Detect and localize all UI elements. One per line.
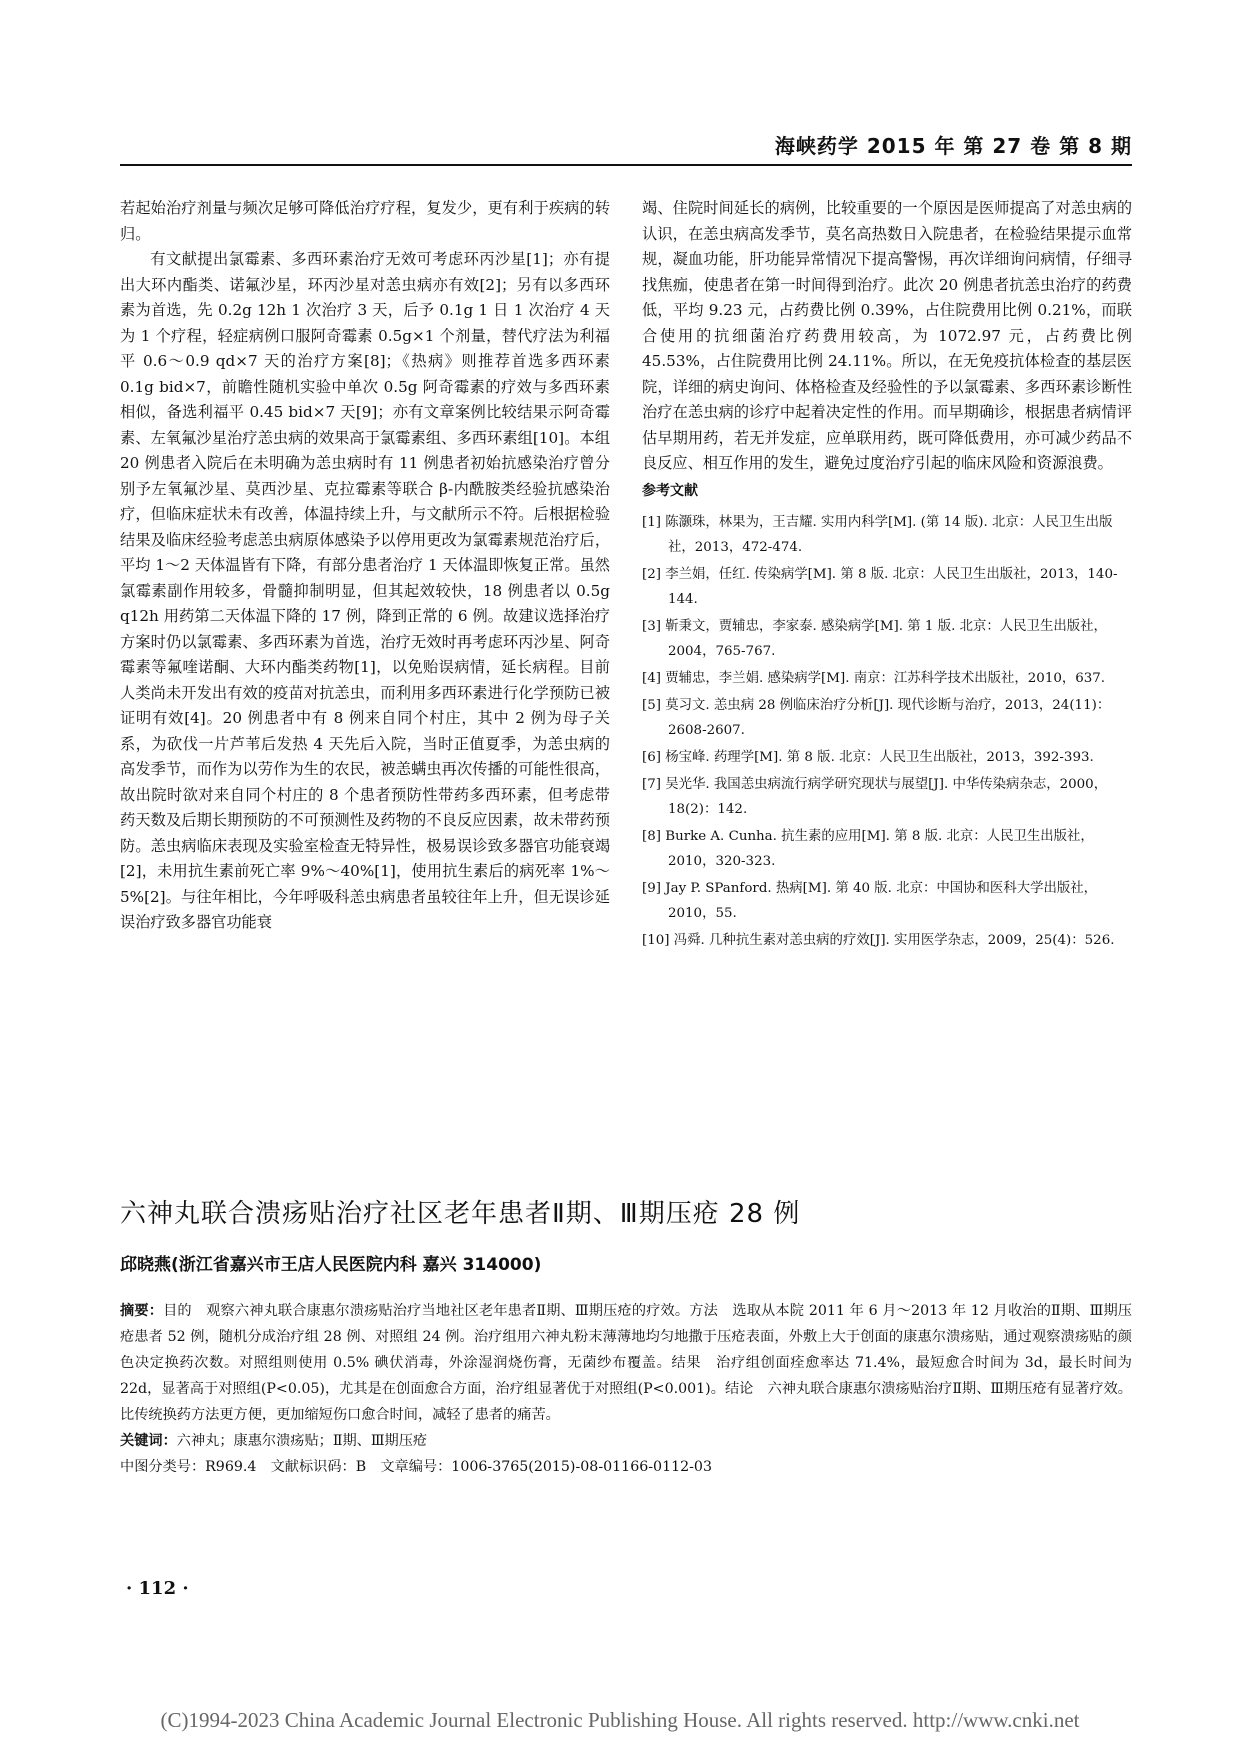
right-column (642, 196, 1132, 955)
reference-item: [5] 莫习文. 恙虫病 28 例临床治疗分析[J]. 现代诊断与治疗，2013，24(11)：2608-2607. (642, 698, 1111, 738)
reference-item: [9] Jay P. SPanford. 热病[M]. 第 40 版. 北京：中国协和医科大学出版社，2010，55. (642, 881, 1098, 921)
reference-item: [7] 吴光华. 我国恙虫病流行病学研究现状与展望[J]. 中华传染病杂志，2000，18(2)：142. (642, 777, 1108, 817)
keywords (120, 1428, 1132, 1454)
references-heading: 参考文献 (642, 482, 698, 499)
copyright-footer: (C)1994-2023 China Academic Journal Electronic Publishing House. All rights reserved. http://www.cnki.net (160, 1708, 1080, 1732)
journal-issue: 海峡药学 2015 年 第 27 卷 第 8 期 (774, 134, 1132, 158)
reference-item: [3] 靳秉文，贾辅忠，李家泰. 感染病学[M]. 第 1 版. 北京：人民卫生出版社，2004，765-767. (642, 619, 1107, 659)
abstract-block (120, 1298, 1132, 1480)
reference-item: [2] 李兰娟，任红. 传染病学[M]. 第 8 版. 北京：人民卫生出版社，2013，140-144. (642, 567, 1118, 607)
reference-list (642, 510, 1132, 953)
running-header (120, 126, 1132, 166)
keywords-label: 关键词： (120, 1433, 177, 1449)
author-affiliation: 邱晓燕(浙江省嘉兴市王店人民医院内科 嘉兴 314000) (120, 1255, 542, 1275)
reference-item: [10] 冯舜. 几种抗生素对恙虫病的疗效[J]. 实用医学杂志，2009，25(4)：526. (642, 933, 1115, 948)
page-number: · 112 · (126, 1578, 189, 1599)
paragraph: 有文献提出氯霉素、多西环素治疗无效可考虑环丙沙星[1]；亦有提出大环内酯类、诺氟沙星，环丙沙星对恙虫病亦有效[2]；另有以多西环素为首选，先 0.2g 12h 1 次治疗 3 天，后予 0.1g 1 日 1 次治疗 4 天为 1 个疗程，轻症病例口服阿奇霉素 0.5g×1 个剂量，替代疗法为利福平 0.6～0.9 qd×7 天的治疗方案[8]；《热病》则推荐首选多西环素 0.1g bid×7，前瞻性随机实验中单次 0.5g 阿奇霉素的疗效与多西环素相似，备选利福平 0.45 bid×7 天[9]；亦有文章案例比较结果示阿奇霉素、左氧氟沙星治疗恙虫病的效果高于氯霉素组、多西环素组[10]。本组 20 例患者入院后在未明确为恙虫病时有 11 例患者初始抗感染治疗曾分别予左氧氟沙星、莫西沙星、克拉霉素等联合 β-内酰胺类经验抗感染治疗，但临床症状未有改善，体温持续上升，与文献所示不符。后根据检验结果及临床经验考虑恙虫病原体感染予以停用更改为氯霉素规范治疗后，平均 1～2 天体温皆有下降，有部分患者治疗 1 天体温即恢复正常。虽然氯霉素副作用较多，骨髓抑制明显，但其起效较快，18 例患者以 0.5g q12h 用药第二天体温下降的 17 例，降到正常的 6 例。故建议选择治疗方案时仍以氯霉素、多西环素为首选，治疗无效时再考虑环丙沙星、阿奇霉素等氟喹诺酮、大环内酯类药物[1]，以免贻误病情，延长病程。目前人类尚未开发出有效的疫苗对抗恙虫，而利用多西环素进行化学预防已被证明有效[4]。20 例患者中有 8 例来自同个村庄，其中 2 例为母子关系，为砍伐一片芦苇后发热 4 天先后入院，当时正值夏季，为恙虫病的高发季节，而作为以劳作为生的农民，被恙螨虫再次传播的可能性很高，故出院时欲对来自同个村庄的 8 个患者预防性带药多西环素，但考虑带药天数及后期长期预防的不可预测性及药物的不良反应因素，故未带药预防。恙虫病临床表现及实验室检查无特异性，极易误诊致多器官功能衰竭[2]，未用抗生素前死亡率 9%～40%[1]，使用抗生素后的病死率 1%～5%[2]。与往年相比，今年呼吸科恙虫病患者虽较往年上升，但无误诊延误治疗致多器官功能衰 (120, 250, 610, 931)
paragraph: 竭、住院时间延长的病例，比较重要的一个原因是医师提高了对恙虫病的认识，在恙虫病高发季节，莫名高热数日入院患者，在检验结果提示血常规，凝血功能，肝功能异常情况下提高警惕，再次详细询问病情，仔细寻找焦痂，使患者在第一时间得到治疗。此次 20 例患者抗恙虫治疗的药费低，平均 9.23 元，占药费比例 0.39%，占住院费用比例 0.21%，而联合使用的抗细菌治疗药费用较高，为 1072.97 元，占药费比例 45.53%，占住院费用比例 24.11%。所以，在无免疫抗体检查的基层医院，详细的病史询问、体格检查及经验性的予以氯霉素、多西环素诊断性治疗在恙虫病的诊疗中起着决定性的作用。而早期确诊，根据患者病情评估早期用药，若无并发症，应单联用药，既可降低费用，亦可减少药品不良反应、相互作用的发生，避免过度治疗引起的临床风险和资源浪费。 (642, 199, 1132, 472)
header-rule (120, 164, 1132, 166)
left-column (120, 196, 610, 936)
paragraph: 若起始治疗剂量与频次足够可降低治疗疗程，复发少，更有利于疾病的转归。 (120, 199, 610, 243)
abstract-label: 摘要： (120, 1303, 164, 1319)
reference-item: [4] 贾辅忠，李兰娟. 感染病学[M]. 南京：江苏科学技术出版社，2010，637. (642, 671, 1106, 686)
reference-item: [8] Burke A. Cunha. 抗生素的应用[M]. 第 8 版. 北京：人民卫生出版社，2010，320-323. (642, 829, 1094, 869)
reference-item: [1] 陈灏珠，林果为，王吉耀. 实用内科学[M]. (第 14 版). 北京：人民卫生出版社，2013，472-474. (642, 515, 1113, 555)
keywords-text: 六神丸；康惠尔溃疡贴；Ⅱ期、Ⅲ期压疮 (176, 1433, 428, 1449)
classification: 中图分类号：R969.4 文献标识码：B 文章编号：1006-3765(2015)-08-01166-0112-03 (120, 1459, 712, 1475)
article-title: 六神丸联合溃疡贴治疗社区老年患者Ⅱ期、Ⅲ期压疮 28 例 (120, 1199, 801, 1229)
abstract (120, 1298, 1132, 1428)
abstract-text: 目的 观察六神丸联合康惠尔溃疡贴治疗当地社区老年患者Ⅱ期、Ⅲ期压疮的疗效。方法 选取从本院 2011 年 6 月～2013 年 12 月收治的Ⅱ期、Ⅲ期压疮患者 52 例，随机分成治疗组 28 例、对照组 24 例。治疗组用六神丸粉末薄薄地均匀地撒于压疮表面，外敷上大于创面的康惠尔溃疡贴，通过观察溃疡贴的颜色决定换药次数。对照组则使用 0.5% 碘伏消毒，外涂湿润烧伤膏，无菌纱布覆盖。结果 治疗组创面痊愈率达 71.4%，最短愈合时间为 3d，最长时间为 22d，显著高于对照组(P<0.05)，尤其是在创面愈合方面，治疗组显著优于对照组(P<0.001)。结论 六神丸联合康惠尔溃疡贴治疗Ⅱ期、Ⅲ期压疮有显著疗效。比传统换药方法更方便，更加缩短伤口愈合时间，减轻了患者的痛苦。 (120, 1303, 1132, 1423)
reference-item: [6] 杨宝峰. 药理学[M]. 第 8 版. 北京：人民卫生出版社，2013，392-393. (642, 750, 1094, 765)
